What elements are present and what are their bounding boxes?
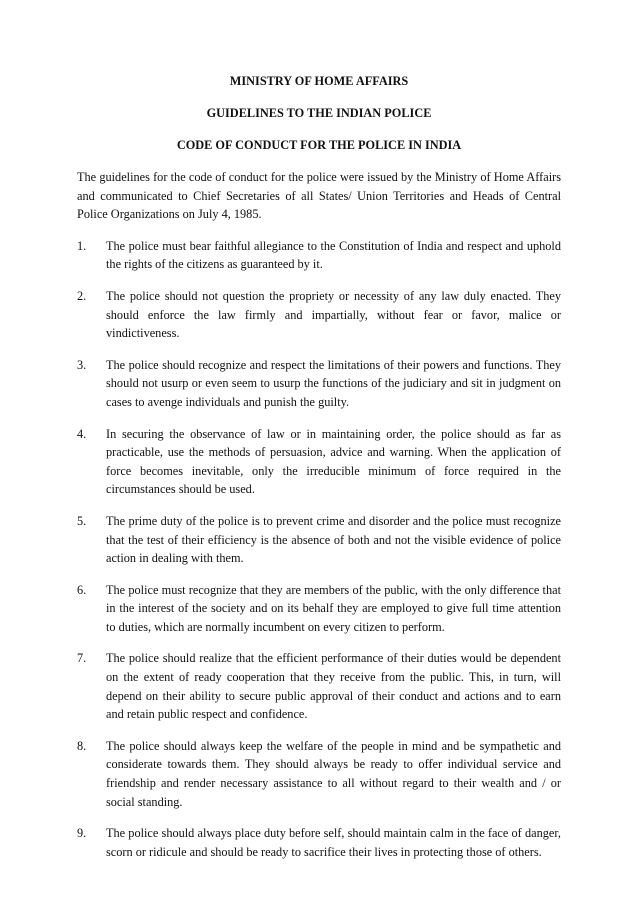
item-number: 6. — [77, 582, 87, 597]
item-text: The police should not question the propriety or necessity of any law duly enacted. They should enforce the law firmly and impartially, without fear or favor, malice or vindictiveness. — [106, 288, 561, 341]
code-of-conduct-title: CODE OF CONDUCT FOR THE POLICE IN INDIA — [176, 138, 462, 152]
item-number: 2. — [77, 288, 87, 303]
list-item — [77, 737, 561, 811]
list-item — [77, 512, 561, 568]
item-text: In securing the observance of law or in maintaining order, the police should as far as practicable, use the methods of persuasion, advice and warning. When the application of force becomes inevitable, only the irreducible minimum of force required in the circumstances should be used. — [106, 426, 561, 497]
item-number: 5. — [77, 513, 87, 528]
list-item — [77, 581, 561, 637]
item-text: The police should always place duty before self, should maintain calm in the face of danger, scorn or ridicule and should be ready to sacrifice their lives in protecting those of others. — [106, 826, 561, 859]
item-text: The police must recognize that they are members of the public, with the only difference that in the interest of the society and on its behalf they are employed to give full time attention to duties, which are normally incumbent on every citizen to perform. — [106, 582, 561, 634]
guidelines-heading: GUIDELINES TO THE INDIAN POLICE — [206, 106, 432, 120]
list-item — [77, 237, 561, 274]
item-number: 1. — [77, 238, 87, 253]
list-item — [77, 287, 561, 343]
conduct-list — [77, 237, 561, 862]
item-text: The police should realize that the efficient performance of their duties would be dependent on the extent of ready cooperation that they receive from the public. This, in turn, will depend on their ability to secure public approval of their conduct and actions and to earn and retain public respect and confidence. — [106, 651, 561, 722]
document-page — [77, 72, 561, 874]
item-text: The police should recognize and respect the limitations of their powers and functions. They should not usurp or even seem to usurp the functions of the judiciary and sit in judgment on cases to avenge individuals and punish the guilty. — [106, 357, 561, 409]
item-number: 7. — [77, 651, 87, 666]
ministry-heading: MINISTRY OF HOME AFFAIRS — [229, 74, 409, 88]
item-number: 9. — [77, 826, 87, 841]
list-item — [77, 824, 561, 861]
item-text: The police must bear faithful allegiance to the Constitution of India and respect and uphold the rights of the citizens as guaranteed by it. — [106, 238, 561, 272]
item-number: 4. — [77, 426, 87, 441]
list-item — [77, 649, 561, 723]
list-item — [77, 356, 561, 412]
list-item — [77, 425, 561, 499]
item-text: The police should always keep the welfare of the people in mind and be sympathetic and considerate towards them. They should always be ready to offer individual service and friendship and render necessary assistance to all without regard to their wealth and / or social standing. — [106, 738, 561, 809]
item-number: 3. — [77, 357, 87, 372]
item-text: The prime duty of the police is to prevent crime and disorder and the police must recognize that the test of their efficiency is the absence of both and not the visible evidence of police action in dealing with them. — [106, 513, 561, 566]
item-number: 8. — [77, 738, 87, 753]
intro-paragraph: The guidelines for the code of conduct for the police were issued by the Ministry of Home Affairs and communicated to Chief Secretaries of all States/ Union Territories and Heads of Central Police Organizations on July 4, 1985. — [77, 170, 561, 222]
